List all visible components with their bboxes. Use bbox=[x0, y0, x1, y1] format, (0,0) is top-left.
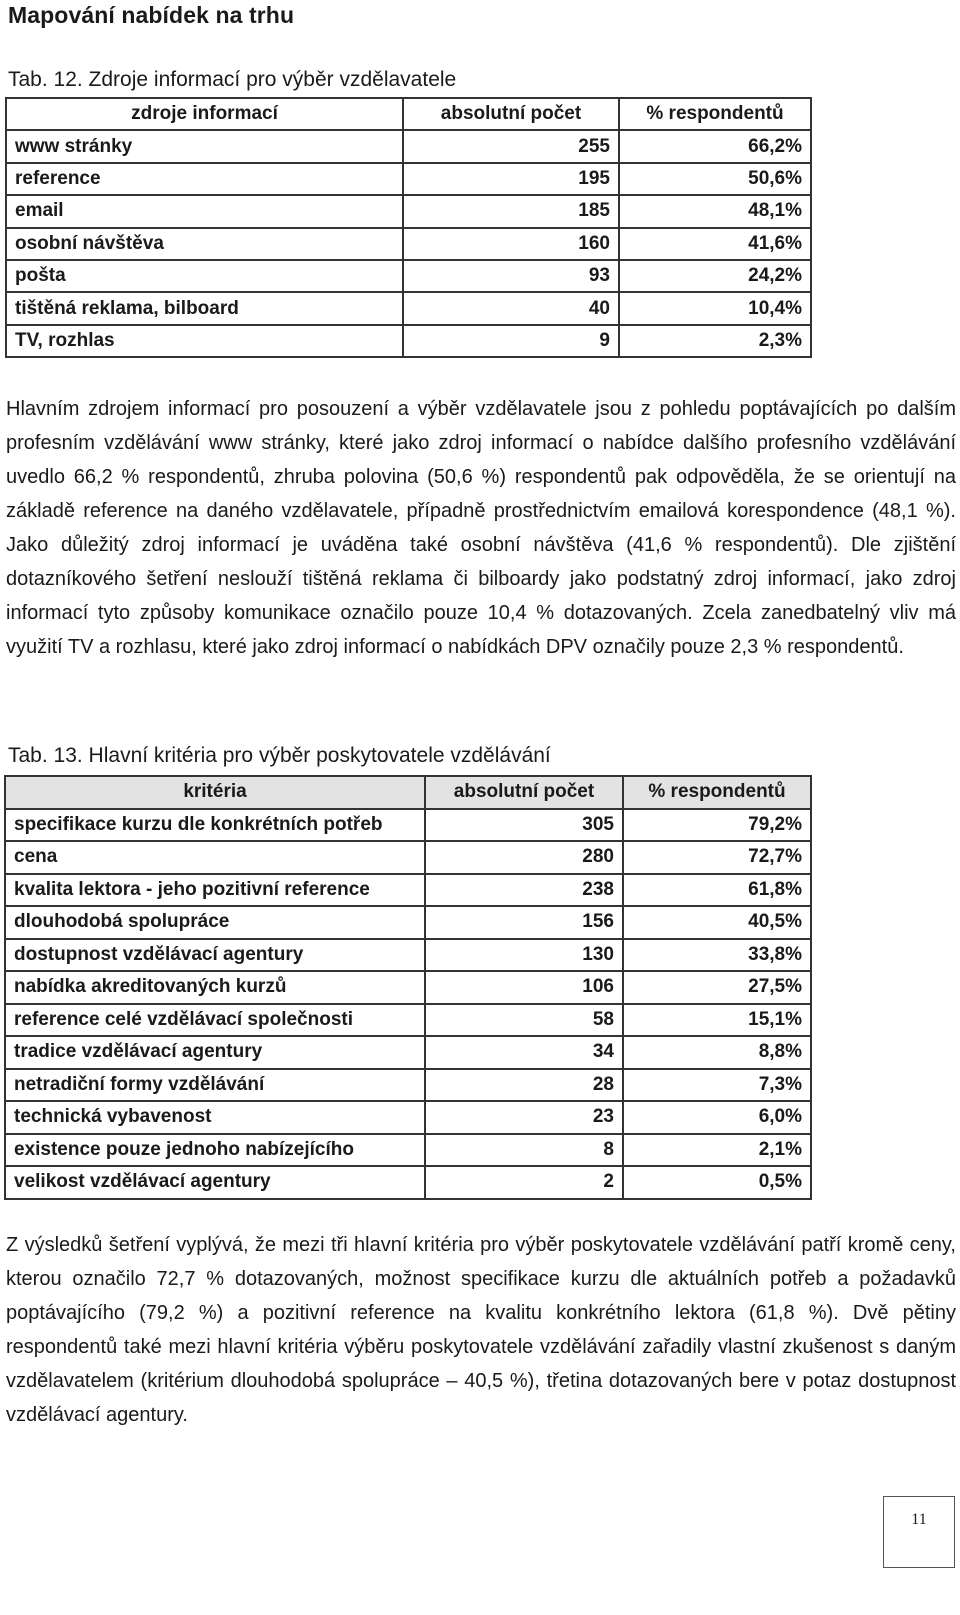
table-cell-count: 28 bbox=[425, 1069, 623, 1102]
table-13-header-row bbox=[5, 776, 811, 809]
table-cell-count: 23 bbox=[425, 1101, 623, 1134]
table-cell-label: www stránky bbox=[6, 130, 403, 162]
table-12 bbox=[5, 97, 812, 358]
table-cell-count: 156 bbox=[425, 906, 623, 939]
table-12-header-percent: % respondentů bbox=[619, 98, 811, 130]
table-cell-count: 238 bbox=[425, 874, 623, 907]
table-cell-count: 255 bbox=[403, 130, 619, 162]
table-row bbox=[6, 130, 811, 162]
table-cell-percent: 41,6% bbox=[619, 228, 811, 260]
table-row bbox=[6, 260, 811, 292]
table-cell-percent: 66,2% bbox=[619, 130, 811, 162]
table-row bbox=[5, 906, 811, 939]
table-cell-label: tištěná reklama, bilboard bbox=[6, 292, 403, 324]
table-cell-label: technická vybavenost bbox=[5, 1101, 425, 1134]
table-cell-percent: 8,8% bbox=[623, 1036, 811, 1069]
table-cell-count: 8 bbox=[425, 1134, 623, 1167]
table-cell-label: netradiční formy vzdělávání bbox=[5, 1069, 425, 1102]
section-heading: Mapování nabídek na trhu bbox=[8, 2, 295, 28]
table-cell-count: 185 bbox=[403, 195, 619, 227]
table-12-header-source: zdroje informací bbox=[6, 98, 403, 130]
table-cell-percent: 2,1% bbox=[623, 1134, 811, 1167]
table-cell-percent: 50,6% bbox=[619, 163, 811, 195]
table-12-header-row bbox=[6, 98, 811, 130]
table-13-caption: Tab. 13. Hlavní kritéria pro výběr poskytovatele vzdělávání bbox=[8, 744, 551, 767]
table-cell-percent: 33,8% bbox=[623, 939, 811, 972]
table-cell-percent: 79,2% bbox=[623, 809, 811, 842]
table-cell-count: 106 bbox=[425, 971, 623, 1004]
table-cell-percent: 48,1% bbox=[619, 195, 811, 227]
table-cell-percent: 27,5% bbox=[623, 971, 811, 1004]
table-row bbox=[5, 1134, 811, 1167]
table-13-header-criteria: kritéria bbox=[5, 776, 425, 809]
table-cell-count: 305 bbox=[425, 809, 623, 842]
table-row bbox=[5, 971, 811, 1004]
table-cell-percent: 61,8% bbox=[623, 874, 811, 907]
table-cell-label: reference celé vzdělávací společnosti bbox=[5, 1004, 425, 1037]
table-12-caption: Tab. 12. Zdroje informací pro výběr vzdělavatele bbox=[8, 68, 457, 91]
table-row bbox=[6, 292, 811, 324]
table-cell-label: cena bbox=[5, 841, 425, 874]
table-row bbox=[5, 1101, 811, 1134]
table-cell-label: email bbox=[6, 195, 403, 227]
table-cell-percent: 0,5% bbox=[623, 1166, 811, 1199]
table-cell-percent: 6,0% bbox=[623, 1101, 811, 1134]
table-row bbox=[5, 1004, 811, 1037]
table-cell-label: specifikace kurzu dle konkrétních potřeb bbox=[5, 809, 425, 842]
table-row bbox=[5, 841, 811, 874]
table-cell-count: 130 bbox=[425, 939, 623, 972]
table-cell-label: osobní návštěva bbox=[6, 228, 403, 260]
table-cell-label: pošta bbox=[6, 260, 403, 292]
table-row bbox=[5, 1036, 811, 1069]
table-cell-percent: 15,1% bbox=[623, 1004, 811, 1037]
table-cell-count: 34 bbox=[425, 1036, 623, 1069]
table-row bbox=[6, 163, 811, 195]
table-cell-count: 2 bbox=[425, 1166, 623, 1199]
table-13-header-count: absolutní počet bbox=[425, 776, 623, 809]
table-cell-count: 93 bbox=[403, 260, 619, 292]
table-cell-label: TV, rozhlas bbox=[6, 325, 403, 357]
table-row bbox=[5, 874, 811, 907]
table-row bbox=[6, 195, 811, 227]
table-cell-label: existence pouze jednoho nabízejícího bbox=[5, 1134, 425, 1167]
table-row bbox=[5, 939, 811, 972]
table-row bbox=[6, 228, 811, 260]
table-13 bbox=[4, 775, 812, 1200]
table-cell-label: nabídka akreditovaných kurzů bbox=[5, 971, 425, 1004]
table-row bbox=[6, 325, 811, 357]
table-cell-percent: 2,3% bbox=[619, 325, 811, 357]
page-number: 11 bbox=[911, 1511, 927, 1528]
table-cell-percent: 7,3% bbox=[623, 1069, 811, 1102]
paragraph-criteria: Z výsledků šetření vyplývá, že mezi tři hlavní kritéria pro výběr poskytovatele vzdělávání patří kromě ceny, kterou označilo 72,7 % dotazovaných, možnost specifikace kurzu dle aktuálních potřeb a požadavků poptávajícího (79,2 %) a pozitivní reference na kvalitu konkrétního lektora (61,8 %). Dvě pětiny respondentů také mezi hlavní kritéria výběru poskytovatele vzdělávání zařadily vlastní zkušenost s daným vzdělavatelem (kritérium dlouhodobá spolupráce – 40,5 %), třetina dotazovaných bere v potaz dostupnost vzdělávací agentury. bbox=[6, 1234, 956, 1426]
table-cell-percent: 10,4% bbox=[619, 292, 811, 324]
table-cell-label: dostupnost vzdělávací agentury bbox=[5, 939, 425, 972]
table-cell-count: 58 bbox=[425, 1004, 623, 1037]
table-cell-count: 195 bbox=[403, 163, 619, 195]
table-cell-percent: 72,7% bbox=[623, 841, 811, 874]
table-cell-count: 160 bbox=[403, 228, 619, 260]
table-cell-label: dlouhodobá spolupráce bbox=[5, 906, 425, 939]
table-13-header-percent: % respondentů bbox=[623, 776, 811, 809]
table-cell-percent: 24,2% bbox=[619, 260, 811, 292]
table-cell-label: velikost vzdělávací agentury bbox=[5, 1166, 425, 1199]
table-cell-count: 40 bbox=[403, 292, 619, 324]
table-row bbox=[5, 1069, 811, 1102]
paragraph-sources: Hlavním zdrojem informací pro posouzení a výběr vzdělavatele jsou z pohledu poptávajících po dalším profesním vzdělávání www stránky, které jako zdroj informací o nabídce dalšího profesního vzdělávání uvedlo 66,2 % respondentů, zhruba polovina (50,6 %) respondentů pak odpověděla, že se orientují na základě reference na daného vzdělavatele, případně prostřednictvím emailová korespondence (48,1 %). Jako důležitý zdroj informací je uváděna také osobní návštěva (41,6 % respondentů). Dle zjištění dotazníkového šetření neslouží tištěná reklama či bilboardy jako podstatný zdroj informací, jako zdroj informací tyto způsoby komunikace označilo pouze 10,4 % dotazovaných. Zcela zanedbatelný vliv má využití TV a rozhlasu, které jako zdroj informací o nabídkách DPV označily pouze 2,3 % respondentů. bbox=[6, 398, 956, 658]
table-cell-count: 9 bbox=[403, 325, 619, 357]
table-12-header-count: absolutní počet bbox=[403, 98, 619, 130]
table-cell-label: kvalita lektora - jeho pozitivní reference bbox=[5, 874, 425, 907]
table-cell-label: reference bbox=[6, 163, 403, 195]
table-row bbox=[5, 1166, 811, 1199]
page-number-box bbox=[883, 1496, 955, 1568]
table-cell-percent: 40,5% bbox=[623, 906, 811, 939]
table-cell-label: tradice vzdělávací agentury bbox=[5, 1036, 425, 1069]
table-row bbox=[5, 809, 811, 842]
table-cell-count: 280 bbox=[425, 841, 623, 874]
